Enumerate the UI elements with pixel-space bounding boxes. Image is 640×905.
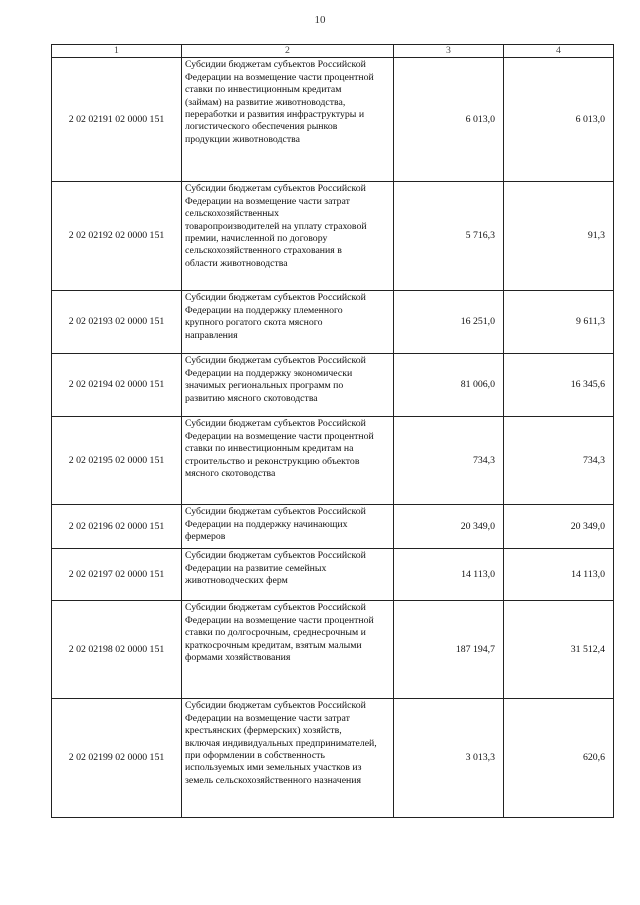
table-body [52,58,614,818]
description-line: Федерации на поддержку экономически [185,367,353,379]
value-column-3-cell: 187 194,7 [394,601,504,699]
value-column-4-cell: 734,3 [504,417,614,505]
value-column-4-cell: 16 345,6 [504,354,614,417]
table-row [52,354,614,417]
budget-code-cell: 2 02 02199 02 0000 151 [52,699,182,818]
description-line: Федерации на развитие семейных [185,562,327,574]
value-column-3-cell: 6 013,0 [394,58,504,182]
value-column-3-cell: 20 349,0 [394,505,504,549]
value-column-3-cell: 734,3 [394,417,504,505]
description-line: значимых региональных программ по [185,380,344,392]
description-line: Субсидии бюджетам субъектов Российской [185,183,366,195]
budget-table [51,44,614,818]
description-line: формами хозяйствования [185,652,291,664]
description-line: Федерации на возмещение части затрат [185,195,350,207]
description-cell [182,354,394,417]
description-line: Федерации на возмещение части процентной [185,430,374,442]
table-row [52,549,614,601]
description-line: крестьянских (фермерских) хозяйств, [185,725,342,737]
table-row [52,58,614,182]
description-line: строительство и реконструкцию объектов [185,455,360,467]
value-column-4-cell: 9 611,3 [504,291,614,354]
description-line: фермеров [185,531,226,543]
budget-code-cell: 2 02 02192 02 0000 151 [52,182,182,291]
description-line: Федерации на возмещение части процентной [185,71,374,83]
value-column-3-cell: 5 716,3 [394,182,504,291]
description-cell [182,549,394,601]
description-line: краткосрочным кредитам, взятым малыми [185,639,362,651]
value-column-3-cell: 81 006,0 [394,354,504,417]
description-line: переработки и развития инфраструктуры и [185,109,365,121]
description-line: Субсидии бюджетам субъектов Российской [185,59,366,71]
description-line: Федерации на поддержку начинающих [185,518,348,530]
description-line: направления [185,329,238,341]
value-column-4-cell: 20 349,0 [504,505,614,549]
table-row [52,182,614,291]
description-line: премии, начисленной по договору [185,233,328,245]
description-line: используемых ими земельных участков из [185,762,362,774]
description-line: (займам) на развитие животноводства, [185,96,346,108]
description-line: включая индивидуальных предпринимателей, [185,737,377,749]
column-header-2: 2 [182,45,394,58]
budget-code-cell: 2 02 02194 02 0000 151 [52,354,182,417]
table-row [52,417,614,505]
description-line: животноводческих ферм [185,575,288,587]
table-header [52,45,614,58]
budget-code-cell: 2 02 02191 02 0000 151 [52,58,182,182]
description-cell [182,291,394,354]
header-row [52,45,614,58]
description-line: Субсидии бюджетам субъектов Российской [185,506,366,518]
description-line: Федерации на возмещение части процентной [185,614,374,626]
value-column-4-cell: 31 512,4 [504,601,614,699]
column-header-3: 3 [394,45,504,58]
page-number: 10 [314,14,326,26]
description-line: Федерации на возмещение части затрат [185,712,350,724]
table-row [52,699,614,818]
description-cell [182,182,394,291]
value-column-3-cell: 3 013,3 [394,699,504,818]
column-header-4: 4 [504,45,614,58]
column-header-1: 1 [52,45,182,58]
description-cell [182,505,394,549]
description-line: Субсидии бюджетам субъектов Российской [185,355,366,367]
description-cell [182,601,394,699]
description-cell [182,699,394,818]
value-column-3-cell: 16 251,0 [394,291,504,354]
table-row [52,601,614,699]
description-line: ставки по инвестиционным кредитам [185,84,342,96]
description-line: продукции животноводства [185,133,300,145]
description-line: области животноводства [185,257,288,269]
description-line: земель сельскохозяйственного назначения [185,774,362,786]
description-line: товаропроизводителей на уплату страховой [185,220,367,232]
description-line: Субсидии бюджетам субъектов Российской [185,602,366,614]
description-line: Субсидии бюджетам субъектов Российской [185,550,366,562]
value-column-4-cell: 620,6 [504,699,614,818]
budget-code-cell: 2 02 02197 02 0000 151 [52,549,182,601]
table-row [52,291,614,354]
description-line: Федерации на поддержку племенного [185,304,343,316]
budget-code-cell: 2 02 02195 02 0000 151 [52,417,182,505]
description-line: Субсидии бюджетам субъектов Российской [185,700,366,712]
description-line: сельскохозяйственных [185,208,279,220]
description-line: логистического обеспечения рынков [185,121,338,133]
description-line: Субсидии бюджетам субъектов Российской [185,292,366,304]
table-row [52,505,614,549]
description-line: ставки по долгосрочным, среднесрочным и [185,627,366,639]
description-line: при оформлении в собственность [185,750,325,762]
description-cell [182,58,394,182]
description-line: мясного скотоводства [185,468,276,480]
value-column-4-cell: 91,3 [504,182,614,291]
value-column-4-cell: 6 013,0 [504,58,614,182]
budget-code-cell: 2 02 02193 02 0000 151 [52,291,182,354]
value-column-4-cell: 14 113,0 [504,549,614,601]
budget-code-cell: 2 02 02198 02 0000 151 [52,601,182,699]
description-cell [182,417,394,505]
description-line: ставки по инвестиционным кредитам на [185,443,354,455]
description-line: Субсидии бюджетам субъектов Российской [185,418,366,430]
budget-code-cell: 2 02 02196 02 0000 151 [52,505,182,549]
description-line: развитию мясного скотоводства [185,392,318,404]
value-column-3-cell: 14 113,0 [394,549,504,601]
description-line: крупного рогатого скота мясного [185,317,323,329]
description-line: сельскохозяйственного страхования в [185,245,342,257]
